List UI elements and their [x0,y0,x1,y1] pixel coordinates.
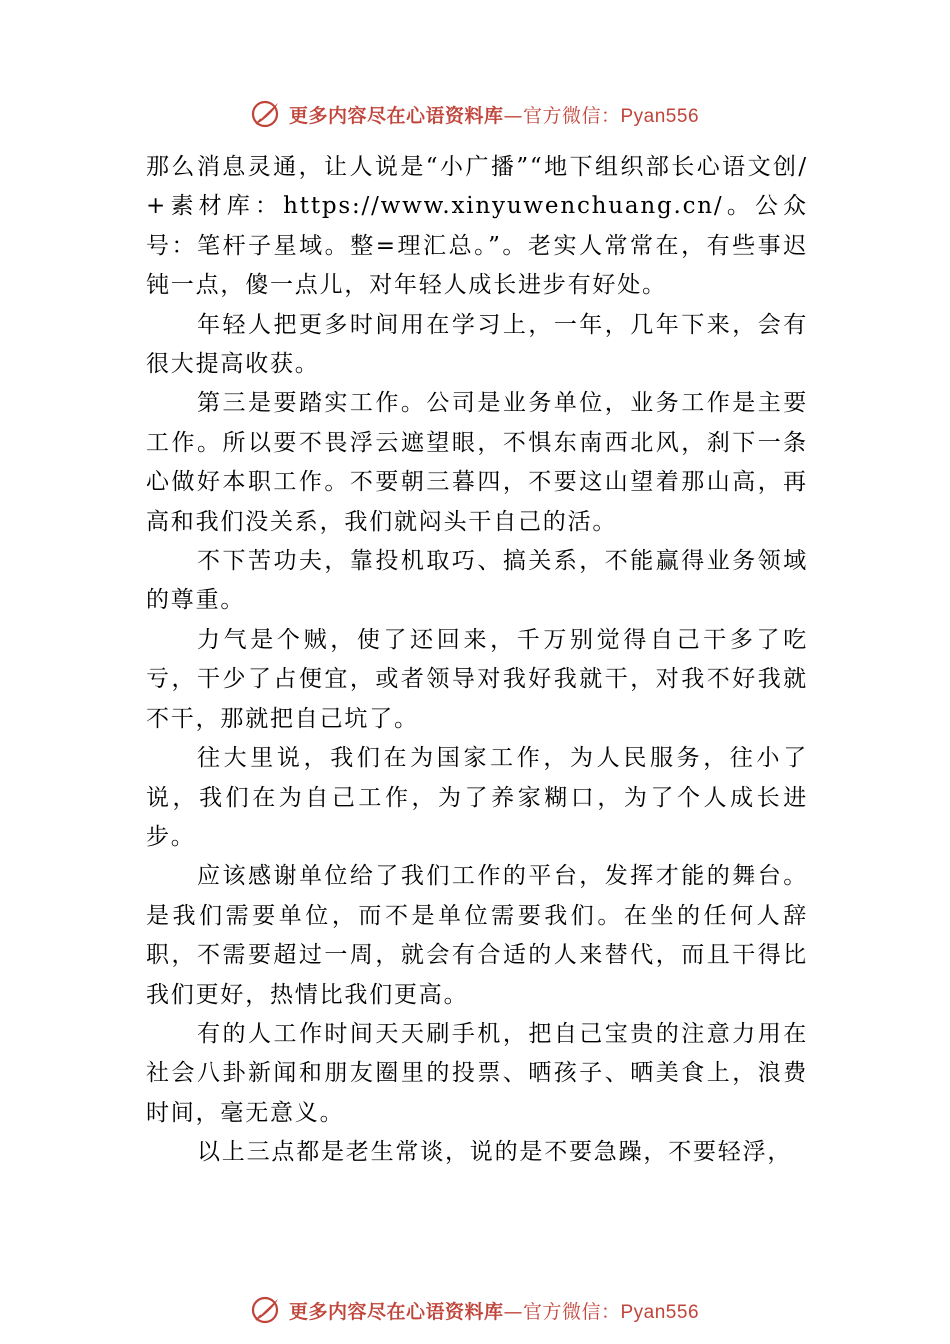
paragraph-5: 力气是个贼，使了还回来，千万别觉得自己干多了吃亏，干少了占便宜，或者领导对我好我就干，对我不好我就不干，那就把自己坑了。 [146,626,808,732]
quill-logo-icon [251,1295,281,1325]
paragraph-8: 有的人工作时间天天刷手机，把自己宝贵的注意力用在社会八卦新闻和朋友圈里的投票、晒孩子、晒美食上，浪费时间，毫无意义。 [146,1020,808,1126]
footer-banner-text [289,1297,699,1324]
header-separator: — [503,104,523,127]
paragraph-7: 应该感谢单位给了我们工作的平台，发挥才能的舞台。是我们需要单位，而不是单位需要我们。在坐的任何人辞职，不需要超过一周，就会有合适的人来替代，而且干得比我们更好，热情比我们更高。 [146,863,808,1008]
paragraph-4: 不下苦功夫，靠投机取巧、搞关系，不能赢得业务领域的尊重。 [146,548,808,614]
paragraph-3: 第三是要踏实工作。公司是业务单位，业务工作是主要工作。所以要不畏浮云遮望眼，不惧东南西北风，刹下一条心做好本职工作。不要朝三暮四，不要这山望着那山高，再高和我们没关系，我们就闷头干自己的活。 [146,390,808,535]
header-wechat-id: Pyan556 [620,105,700,127]
footer-banner [0,1290,950,1330]
footer-separator: — [503,1300,523,1323]
paragraph-2: 年轻人把更多时间用在学习上，一年，几年下来，会有很大提高收获。 [146,311,808,378]
header-banner-text [289,101,699,128]
footer-brand: 更多内容尽在心语资料库 [288,1300,504,1323]
paragraph-6: 往大里说，我们在为国家工作，为人民服务，往小了说，我们在为自己工作，为了养家糊口，为了个人成长进步。 [146,745,808,850]
paragraph-9: 以上三点都是老生常谈，说的是不要急躁，不要轻浮， [197,1139,793,1166]
footer-label: 官方微信： [522,1300,621,1323]
header-brand: 更多内容尽在心语资料库 [288,104,504,127]
footer-wechat-id: Pyan556 [620,1301,700,1323]
header-label: 官方微信： [522,104,621,127]
paragraph-1: 那么消息灵通，让人说是“小广播”“地下组织部长心语文创/+素材库：https://www.xinyuwenchuang.cn/。公众号：笔杆子星域。整=理汇总。”。老实人常常在，有些事迟钝一点，傻一点儿，对年轻人成长进步有好处。 [146,154,808,299]
header-banner [0,94,950,134]
quill-logo-icon [251,99,281,129]
document-body [146,148,808,1173]
